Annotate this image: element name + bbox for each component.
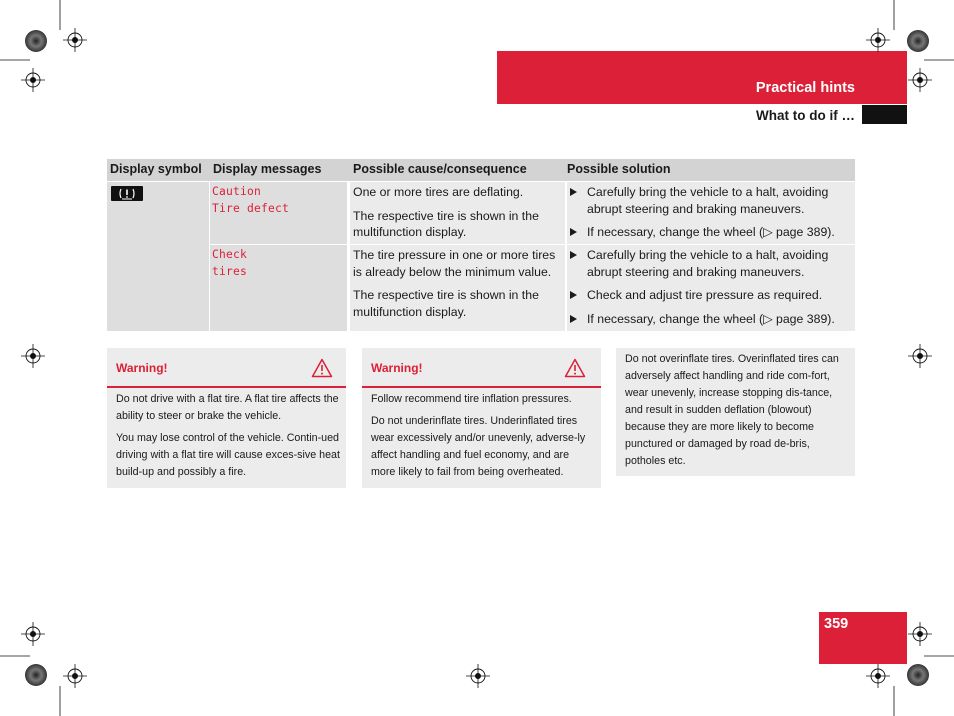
cause-text: The tire pressure in one or more tires is already below the minimum value. (353, 248, 556, 279)
subsection-title: What to do if … (756, 108, 855, 123)
cause-text: The respective tire is shown in the multifunction display. (353, 208, 539, 239)
column-header-possible-cause: Possible cause/consequence (353, 162, 527, 176)
column-header-display-messages: Display messages (213, 162, 322, 176)
display-message-line: Tire defect (212, 201, 290, 215)
display-message-line: Check (212, 248, 248, 261)
solution-text: Carefully bring the vehicle to a halt, avoiding abrupt steering and braking maneuvers. (587, 248, 829, 279)
section-title: Practical hints (755, 80, 855, 96)
warning-paragraph: You may lose control of the vehicle. Contin-ued driving with a flat tire will cause exces-sive heat build-up and possibly a fire. (116, 432, 340, 478)
warning-paragraph: Follow recommend tire inflation pressures. (371, 393, 572, 405)
cause-text: One or more tires are deflating. (353, 185, 524, 199)
page-number: 359 (824, 616, 849, 632)
warning-paragraph: Do not overinflate tires. Overinflated tires can adversely affect handling and ride com-fort, wear unevenly, increase stopping dis-tance, and result in sudden deflation (blowout) because they are more likely to become punctured or damaged by road de-bris, potholes etc. (625, 353, 839, 467)
warning-paragraph: Do not underinflate tires. Underinflated tires wear excessively and/or unevenly, adverse-ly affect handling and fuel economy, and are more likely to fail from being overheated. (371, 415, 586, 478)
solution-text: If necessary, change the wheel (▷ page 389). (587, 225, 835, 239)
column-header-display-symbol: Display symbol (110, 162, 202, 176)
solution-text: If necessary, change the wheel (▷ page 389). (587, 311, 835, 326)
solution-text: Check and adjust tire pressure as required. (587, 288, 823, 302)
warning-title: Warning! (116, 361, 168, 375)
column-header-possible-solution: Possible solution (567, 162, 671, 176)
display-message-line: Caution (212, 185, 262, 198)
solution-text: Carefully bring the vehicle to a halt, avoiding abrupt steering and braking maneuvers. (587, 185, 829, 216)
display-message-line: tires (212, 264, 248, 278)
warning-paragraph: Do not drive with a flat tire. A flat tire affects the ability to steer or brake the vehicle. (116, 393, 339, 422)
cause-text: The respective tire is shown in the multifunction display. (353, 288, 539, 319)
warning-title: Warning! (371, 361, 423, 375)
